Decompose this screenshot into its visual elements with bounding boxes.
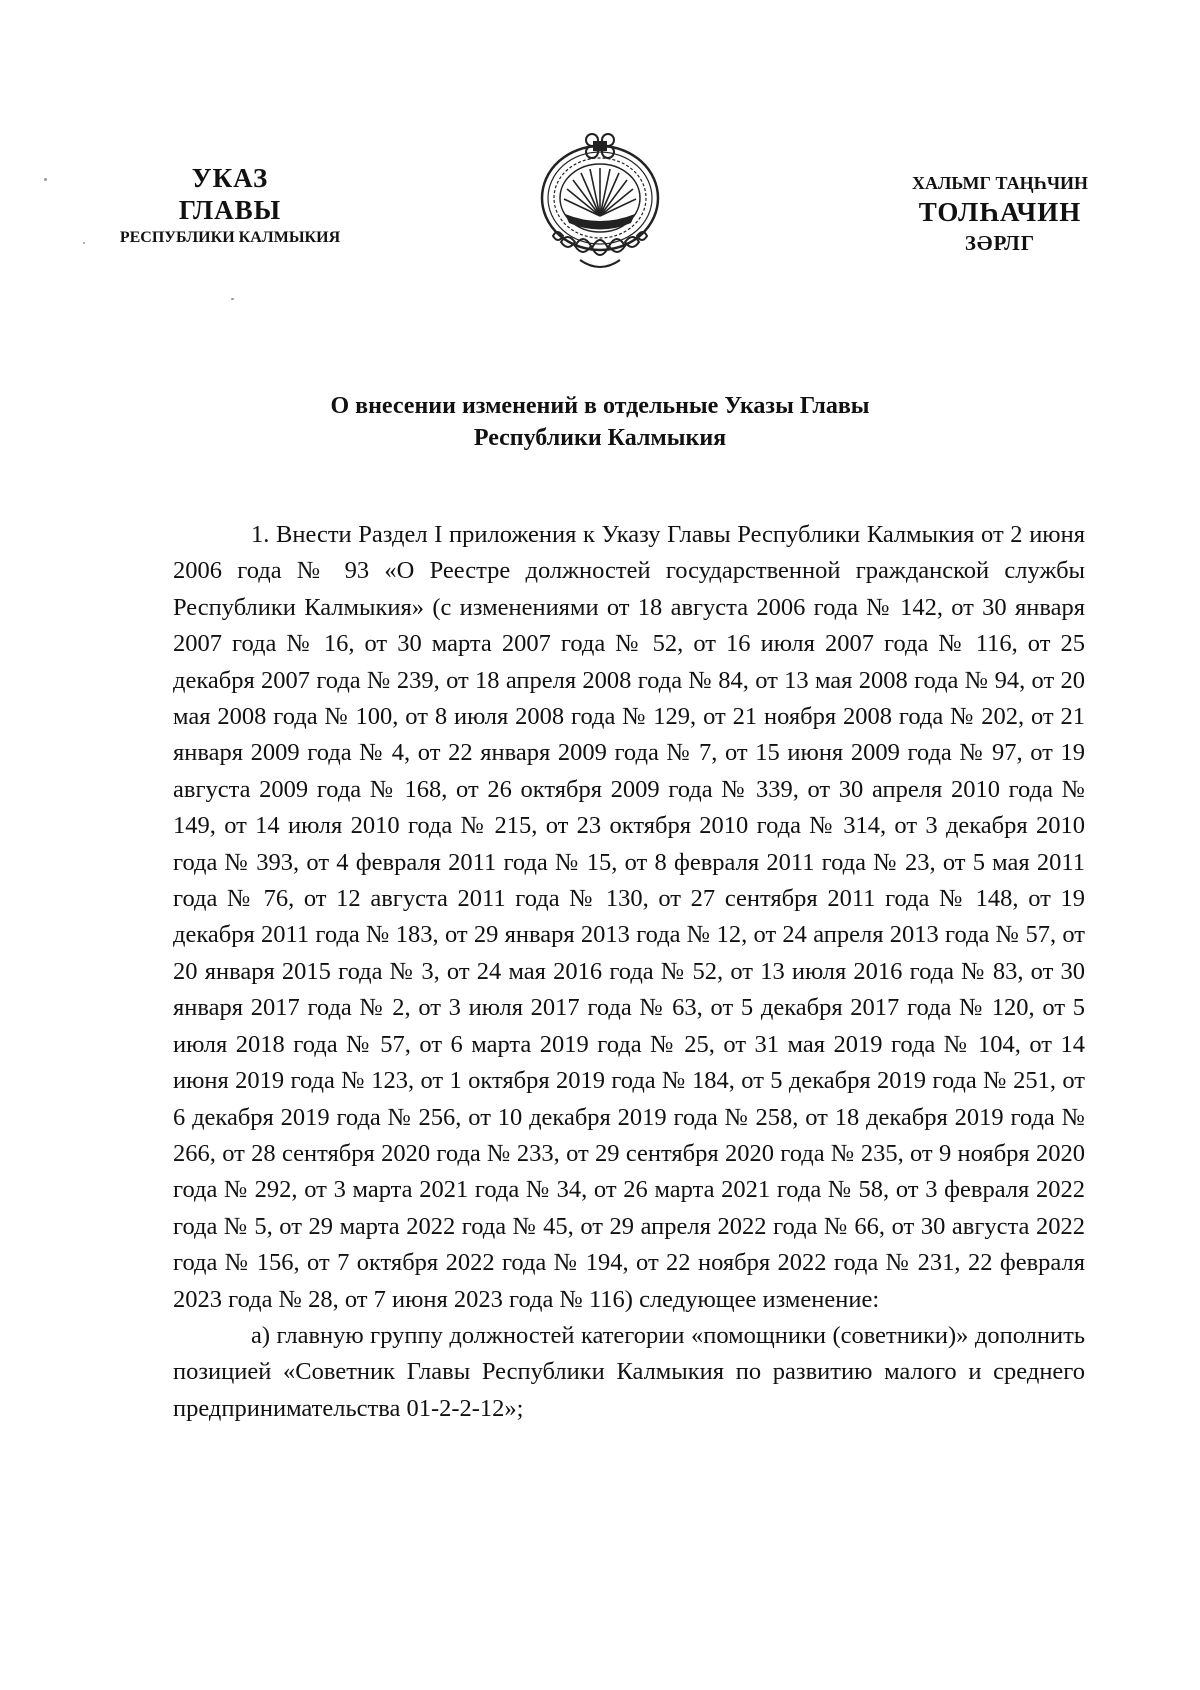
title-line1: О внесении изменений в отдельные Указы Главы: [330, 393, 870, 419]
header-left-line3: РЕСПУБЛИКИ КАЛМЫКИЯ: [119, 229, 341, 246]
document-title: [200, 390, 1000, 454]
coat-of-arms-icon: [535, 128, 665, 278]
scan-speck: [44, 178, 47, 181]
scan-speck: [231, 298, 234, 300]
header-right-block: [840, 170, 1160, 258]
header-right-line2: ТОЛҺАЧИН: [918, 197, 1082, 227]
title-line2: Республики Калмыкия: [473, 425, 727, 451]
document-body: [173, 517, 1085, 1427]
scan-speck: [83, 242, 85, 244]
header-left-line1: УКАЗ: [191, 163, 269, 193]
body-paragraph-2: а) главную группу должностей категории «помощники (советники)» дополнить позицией «Советник Главы Республики Калмыкия по развитию малого и среднего предпринимательства 01-2-2-12»;: [173, 1321, 1085, 1422]
header-left-line2: ГЛАВЫ: [178, 195, 282, 225]
body-paragraph-1: 1. Внести Раздел I приложения к Указу Главы Республики Калмыкия от 2 июня 2006 года № 93 «О Реестре должностей государственной гражданской службы Республики Калмыкия» (с изменениями от 18 августа 2006 года № 142, от 30 января 2007 года № 16, от 30 марта 2007 года № 52, от 16 июля 2007 года № 116, от 25 декабря 2007 года № 239, от 18 апреля 2008 года № 84, от 13 мая 2008 года № 94, от 20 мая 2008 года № 100, от 8 июля 2008 года № 129, от 21 ноября 2008 года № 202, от 21 января 2009 года № 4, от 22 января 2009 года № 7, от 15 июня 2009 года № 97, от 19 августа 2009 года № 168, от 26 октября 2009 года № 339, от 30 апреля 2010 года № 149, от 14 июля 2010 года № 215, от 23 октября 2010 года № 314, от 3 декабря 2010 года № 393, от 4 февраля 2011 года № 15, от 8 февраля 2011 года № 23, от 5 мая 2011 года № 76, от 12 августа 2011 года № 130, от 27 сентября 2011 года № 148, от 19 декабря 2011 года № 183, от 29 января 2013 года № 12, от 24 апреля 2013 года № 57, от 20 января 2015 года № 3, от 24 мая 2016 года № 52, от 13 июля 2016 года № 83, от 30 января 2017 года № 2, от 3 июля 2017 года № 63, от 5 декабря 2017 года № 120, от 5 июля 2018 года № 57, от 6 марта 2019 года № 25, от 31 мая 2019 года № 104, от 14 июня 2019 года № 123, от 1 октября 2019 года № 184, от 5 декабря 2019 года № 251, от 6 декабря 2019 года № 256, от 10 декабря 2019 года № 258, от 18 декабря 2019 года № 266, от 28 сентября 2020 года № 233, от 29 сентября 2020 года № 235, от 9 ноября 2020 года № 292, от 3 марта 2021 года № 34, от 26 марта 2021 года № 58, от 3 февраля 2022 года № 5, от 29 марта 2022 года № 45, от 29 апреля 2022 года № 66, от 30 августа 2022 года № 156, от 7 октября 2022 года № 194, от 22 ноября 2022 года № 231, 22 февраля 2023 года № 28, от 7 июня 2023 года № 116) следующее изменение:: [173, 521, 1085, 1313]
header-left-block: [80, 162, 380, 250]
header-right-line3: ЗӘРЛГ: [964, 231, 1036, 255]
header-right-line1: ХАЛЬМГ ТАҢҺЧИН: [911, 173, 1089, 193]
